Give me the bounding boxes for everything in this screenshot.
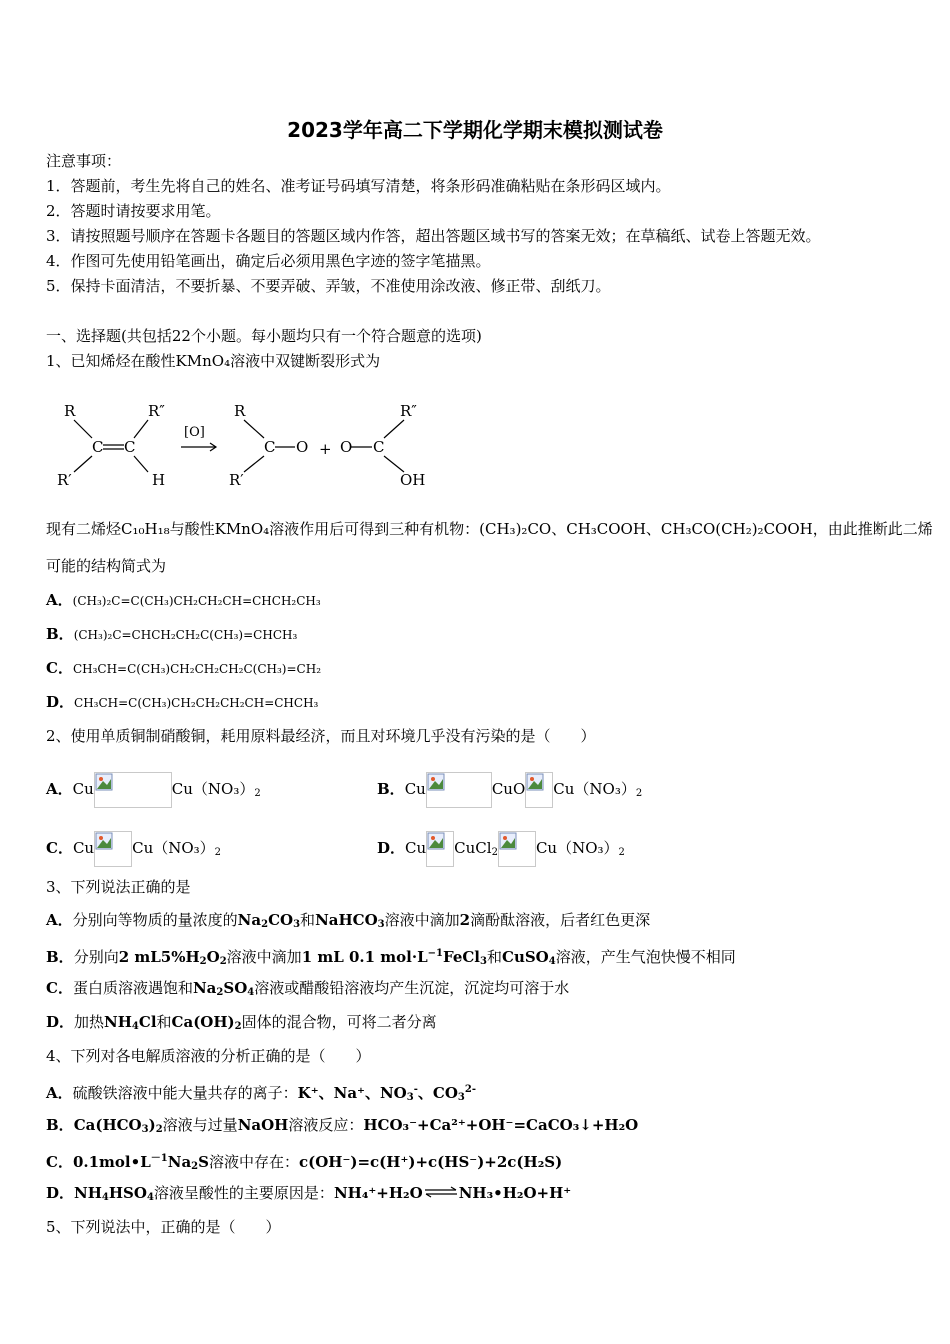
option-label: D．: [46, 693, 75, 711]
formula: NaOH: [237, 1116, 289, 1134]
formula: Cu（NO₃）: [553, 780, 636, 798]
option-label: D．: [46, 1013, 75, 1031]
subscript: 2: [491, 847, 498, 858]
equation-rhs: NH₃•H₂O+H⁺: [458, 1184, 572, 1202]
scheme-r1-right: R′: [229, 471, 244, 489]
option-label: A．: [46, 1084, 73, 1102]
q2-option-c: [46, 831, 221, 867]
q4-option-a: [46, 1080, 476, 1108]
formula: Cl: [138, 1013, 157, 1031]
subscript: 2: [618, 847, 625, 858]
option-label: B．: [46, 948, 74, 966]
option-text: CH₃CH=C(CH₃)CH₂CH₂CH₂CH=CHCH₃: [74, 696, 319, 710]
subscript: 2: [261, 919, 269, 930]
q1-option-d: [46, 692, 318, 713]
equation-lhs: NH₄⁺+H₂O: [333, 1184, 423, 1202]
broken-image-icon: [427, 832, 445, 850]
subscript: 3: [457, 1092, 465, 1103]
subscript: 2: [635, 788, 643, 799]
formula: ): [148, 1116, 156, 1134]
option-label: A．: [46, 780, 73, 798]
subscript: 3: [377, 919, 385, 930]
scheme-oh: OH: [400, 471, 426, 489]
scheme-c3: C: [264, 438, 276, 456]
subscript: 3: [141, 1124, 149, 1135]
formula: K⁺、Na⁺、NO: [297, 1084, 407, 1102]
q1-text-line2: 可能的结构简式为: [46, 557, 167, 575]
notice-item-3: 3．请按照题号顺序在答题卡各题目的答题区域内作答，超出答题区域书写的答案无效；在草稿纸、试卷上答题无效。: [46, 227, 821, 245]
formula: CO: [268, 911, 294, 929]
formula: O: [206, 948, 220, 966]
subscript: 4: [247, 987, 255, 998]
broken-image-icon: [95, 832, 113, 850]
option-text: (CH₃)₂C=CHCH₂CH₂C(CH₃)=CHCH₃: [73, 628, 298, 642]
subscript: 2: [254, 788, 261, 799]
option-label: C．: [46, 979, 73, 997]
q1-option-b: [46, 624, 297, 645]
subscript: 4: [548, 956, 556, 967]
formula: CuCl: [454, 839, 492, 857]
notice-item-4: 4．作图可先使用铅笔画出，确定后必须用黑色字迹的签字笔描黑。: [46, 252, 491, 270]
option-text: CH₃CH=C(CH₃)CH₂CH₂CH₂C(CH₃)=CH₂: [72, 662, 321, 676]
formula: Cu: [72, 780, 94, 798]
formula: NaHCO: [315, 911, 378, 929]
q1-text-line1: 现有二烯烃C₁₀H₁₈与酸性KMnO₄溶液作用后可得到三种有机物：(CH₃)₂CO、CH₃COOH、CH₃CO(CH₂)₂COOH，由此推断此二烯: [46, 520, 933, 538]
subscript: 2: [199, 956, 207, 967]
subscript: 3: [406, 1092, 414, 1103]
subscript: 2: [155, 1124, 163, 1135]
q1-option-c: [46, 658, 321, 679]
formula: 、CO: [417, 1084, 458, 1102]
text: 硫酸铁溶液中能大量共存的离子：: [72, 1084, 298, 1102]
formula: SO: [223, 979, 248, 997]
text: 溶液，产生气泡快慢不相同: [555, 948, 736, 966]
scheme-r-left: R: [64, 402, 76, 420]
option-label: A．: [46, 591, 73, 609]
equation: HCO₃⁻+Ca²⁺+OH⁻=CaCO₃↓+H₂O: [363, 1116, 639, 1134]
q4-stem: 4、下列对各电解质溶液的分析正确的是（ ）: [46, 1047, 371, 1065]
option-label: C．: [46, 659, 73, 677]
q4-option-c: [46, 1149, 562, 1177]
option-label: B．: [46, 1116, 74, 1134]
formula: Ca(OH): [171, 1013, 235, 1031]
subscript: 4: [146, 1192, 154, 1203]
option-label: D．: [377, 839, 406, 857]
option-text: (CH₃)₂C=C(CH₃)CH₂CH₂CH=CHCH₂CH₃: [72, 594, 321, 608]
formula: Na: [167, 1153, 192, 1171]
option-label: B．: [377, 780, 405, 798]
formula: Cu: [404, 780, 426, 798]
scheme-c1: C: [92, 438, 104, 456]
text: 溶液中滴加: [384, 911, 460, 929]
formula: NH: [104, 1013, 132, 1031]
subscript: 2: [219, 956, 227, 967]
scheme-plus: +: [319, 440, 332, 458]
q2-option-b: [377, 772, 642, 808]
formula: Cu: [72, 839, 95, 857]
text: 溶液呈酸性的主要原因是：: [153, 1184, 334, 1202]
scheme-o2: O: [340, 438, 353, 456]
subscript: 2: [214, 847, 222, 858]
formula: Cu: [405, 839, 427, 857]
formula: CuSO: [502, 948, 549, 966]
q3-option-c: [46, 978, 569, 1003]
broken-image-placeholder: [94, 831, 132, 867]
formula: S: [198, 1153, 209, 1171]
oxidative-cleavage-scheme: [44, 394, 444, 494]
equilibrium-arrow-icon: [423, 1186, 459, 1198]
broken-image-placeholder: [498, 831, 536, 867]
superscript: -: [413, 1084, 418, 1095]
broken-image-icon: [427, 773, 445, 791]
formula: NH: [74, 1184, 102, 1202]
text: 溶液或醋酸铅溶液均产生沉淀，沉淀均可溶于水: [254, 979, 570, 997]
text: 和: [156, 1013, 172, 1031]
notice-item-5: 5．保持卡面清洁，不要折暴、不要弄破、弄皱，不准使用涂改液、修正带、刮纸刀。: [46, 277, 611, 295]
text: 蛋白质溶液遇饱和: [72, 979, 193, 997]
text: 溶液与过量: [162, 1116, 238, 1134]
q3-stem: 3、下列说法正确的是: [46, 878, 191, 896]
q3-option-b: [46, 944, 736, 972]
subscript: 4: [101, 1192, 109, 1203]
text: 溶液反应：: [288, 1116, 364, 1134]
notice-heading: 注意事项：: [46, 152, 122, 170]
text: 滴酚酞溶液，后者红色更深: [470, 911, 651, 929]
option-label: C．: [46, 1153, 73, 1171]
superscript: −1: [427, 948, 443, 959]
q5-stem: 5、下列说法中，正确的是（ ）: [46, 1218, 281, 1236]
q3-option-d: [46, 1012, 437, 1037]
broken-image-icon: [499, 832, 517, 850]
formula: Cu（NO₃）: [132, 839, 215, 857]
formula: 0.1mol•L: [72, 1153, 151, 1171]
text: 分别向等物质的量浓度的: [72, 911, 238, 929]
scheme-c2: C: [124, 438, 136, 456]
q2-option-a: [46, 772, 261, 808]
formula: 2 mL5%H: [118, 948, 200, 966]
text: 加热: [74, 1013, 105, 1031]
formula: Cu（NO₃）: [535, 839, 619, 857]
text: 和: [486, 948, 502, 966]
q1-stem: 1、已知烯烃在酸性KMnO₄溶液中双键断裂形式为: [46, 352, 381, 370]
q1-option-a: [46, 590, 321, 611]
formula: Cu（NO₃）: [171, 780, 255, 798]
subscript: 2: [191, 1161, 199, 1172]
superscript: 2-: [464, 1084, 476, 1095]
option-label: C．: [46, 839, 73, 857]
scheme-condition: [O]: [184, 425, 205, 440]
notice-item-1: 1．答题前，考生先将自己的姓名、准考证号码填写清楚，将条形码准确粘贴在条形码区域内。: [46, 177, 671, 195]
notice-item-2: 2．答题时请按要求用笔。: [46, 202, 221, 220]
broken-image-icon: [526, 773, 544, 791]
formula: Ca(HCO: [73, 1116, 142, 1134]
formula: HSO: [108, 1184, 147, 1202]
scheme-c4: C: [373, 438, 385, 456]
option-label: D．: [46, 1184, 75, 1202]
formula: CuO: [491, 780, 526, 798]
scheme-r-right: R: [234, 402, 246, 420]
subscript: 2: [234, 1021, 242, 1032]
page-title: 2023学年高二下学期化学期末模拟测试卷: [287, 118, 663, 142]
formula: FeCl: [443, 948, 481, 966]
option-label: B．: [46, 625, 74, 643]
section-heading: 一、选择题(共包括22个小题。每小题均只有一个符合题意的选项): [46, 327, 482, 345]
broken-image-placeholder: [525, 772, 553, 808]
formula: Na: [237, 911, 262, 929]
text: 分别向: [73, 948, 119, 966]
subscript: 2: [216, 987, 224, 998]
text: 和: [300, 911, 316, 929]
number: 2: [459, 911, 471, 929]
scheme-h: H: [152, 471, 166, 489]
superscript: －1: [150, 1153, 168, 1164]
q4-option-d: [46, 1183, 571, 1208]
broken-image-placeholder: [94, 772, 172, 808]
broken-image-icon: [95, 773, 113, 791]
text: 溶液中滴加: [226, 948, 302, 966]
option-label: A．: [46, 911, 73, 929]
text: 溶液中存在：: [208, 1153, 299, 1171]
subscript: 3: [293, 919, 301, 930]
scheme-r2-right: R″: [400, 402, 417, 420]
formula: Na: [192, 979, 217, 997]
subscript: 4: [131, 1021, 139, 1032]
q3-option-a: [46, 910, 650, 935]
scheme-r1-left: R′: [57, 471, 72, 489]
scheme-o1: O: [296, 438, 309, 456]
subscript: 3: [480, 956, 487, 967]
formula: 1 mL 0.1 mol·L: [301, 948, 428, 966]
q2-stem: 2、使用单质铜制硝酸铜，耗用原料最经济，而且对环境几乎没有污染的是（ ）: [46, 727, 596, 745]
text: 固体的混合物，可将二者分离: [241, 1013, 437, 1031]
q2-option-d: [377, 831, 625, 867]
broken-image-placeholder: [426, 772, 492, 808]
scheme-r2-left: R″: [148, 402, 165, 420]
broken-image-placeholder: [426, 831, 454, 867]
equation: c(OH⁻)=c(H⁺)+c(HS⁻)+2c(H₂S): [299, 1153, 563, 1171]
q4-option-b: [46, 1115, 638, 1140]
